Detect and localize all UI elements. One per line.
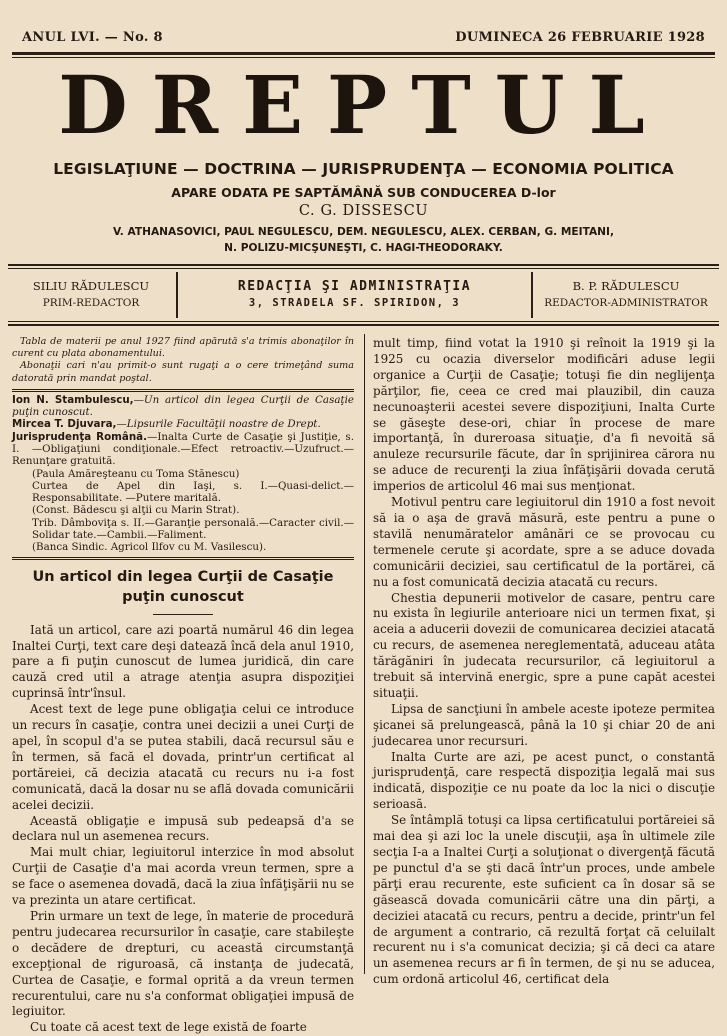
notice-line-2: Abonaţii cari n'au primit-o sunt rugaţi a o cere trimeţând suma datorată prin mandat poştal.: [12, 360, 354, 384]
director-name: C. G. DISSESCU: [298, 203, 429, 219]
table-of-contents: [12, 394, 354, 554]
box-rule-bottom: [8, 324, 719, 326]
left-column: [12, 336, 354, 1036]
toc-text: —Lipsurile Facultăţii noastre de Drept.: [116, 418, 321, 431]
prim-redactor-role: PRIM-REDACTOR: [42, 297, 140, 309]
box-divider-right: [531, 272, 533, 318]
toc-item: Curtea de Apel din Iaşi, s. I.—Quasi-delict.—Responsabilitate. —Putere maritală.: [32, 479, 354, 505]
collaborators-line-1: V. ATHANASOVICI, PAUL NEGULESCU, DEM. NEGULESCU, ALEX. CERBAN, G. MEITANI,: [112, 226, 615, 238]
toc-item: (Banca Sindic. Agricol Ilfov cu M. Vasilescu).: [32, 541, 267, 554]
issue-number: ANUL LVI. — No. 8: [22, 30, 163, 45]
toc-author: Jurisprudenţa Română.: [12, 430, 148, 443]
article-paragraph: Se întâmplă totuşi ca lipsa certificatului portăreiei să mai dea şi azi loc la unele discuţii, aşa în ultimele zile secţia I-a a Inaltei Curţi a soluţionat o divergenţă făcută pe punctul d'a se şti dacă într'un proces, unde ambele părţi erau recurente, este suficient ca în dosar să se găsească dovada comunicării către una din părţi, a deciziei atacată cu recurs, pentru a decide, printr'un fel de argument a contrario, că rezultă forţat că celuilalt recurent nu i s'a comunicat decizia; şi că deci ca atare un asemenea recurs ar fi în termen, de şi nu se aducea, cum ordonă articolul 46, certificat dela: [373, 813, 715, 987]
article-paragraph: Motivul pentru care legiuitorul din 1910 a fost nevoit să ia o aşa de gravă măsură, este pentru a pune o stavilă nenumăratelor amânări ce se provocau cu termenele cerute şi acordate, spre a se aduce dovada comunicării deciziei, sau certificatul de la portărei, că nu a fost comunicată decizia atacată cu recurs.: [373, 495, 715, 589]
administrator-role: REDACTOR-ADMINISTRATOR: [544, 297, 708, 309]
toc-item: Trib. Dâmboviţa s. II.—Garanţie personală.—Caracter civil.— Solidar tate.—Cambii.—Faliment.: [32, 516, 354, 542]
column-divider: [364, 334, 365, 974]
toc-item: [12, 431, 354, 468]
administrator-name: B. P. RĂDULESCU: [572, 279, 680, 293]
article-paragraph: mult timp, fiind votat la 1910 şi reînoit la 1919 şi la 1925 cu ocazia diverselor modificări aduse legii organice a Curţii de Casaţie; totuşi fie din neglijenţa părţilor, fie, ceea ce cred mai plauzibil, din cauza necunoaşterii acestei severe dispoziţiuni, Inalta Curte se găseşte dese-ori, chiar în procese de mare importanţă, în dureroasa situaţie, d'a fi nevoită să anuleze recursurile făcute, dar în sprijinirea cărora nu se aduce de recurenţi la ziua înfăţişării dovada cerută imperios de articolul 46 mai sus menţionat.: [373, 336, 715, 494]
box-divider-left: [176, 272, 178, 318]
article-paragraph: Mai mult chiar, legiuitorul interzice în mod absolut Curţii de Casaţie d'a mai acorda vreun termen, spre a se face o asemenea dovadă, dacă la ziua înfăţişării nu se va prezinta un atare certificat.: [12, 845, 354, 908]
right-column: [373, 336, 715, 988]
prim-redactor-name: SILIU RĂDULESCU: [32, 279, 150, 293]
article-paragraph: Acest text de lege pune obligaţia celui ce introduce un recurs în casaţie, contra unei decizii a unei Curţi de apel, în scopul d'a se putea stabili, dacă recursul său e în termen, să facă el dovada, printr'un certificat al portăreiei, că decizia atacată cu recurs nu i-a fost comunicată, dacă la dosar nu se află dovada comunicării acelei decizii.: [12, 702, 354, 812]
administration-title: REDACŢIA ŞI ADMINISTRAŢIA: [237, 279, 472, 294]
toc-text: —Inalta Curte de Casaţie şi Justiţie, s. I. —Obligaţiuni condiţionale.—Efect retroactiv.—Uzufruct.—Renunţare gratuită.: [12, 430, 354, 468]
notice-line-1: Tabla de materii pe anul 1927 fiind apărută s'a trimis abonaţilor în curent cu plata abonamentului.: [12, 336, 354, 360]
collaborators-line-2: N. POLIZU-MICŞUNEŞTI, C. HAGI-THEODORAKY.: [224, 242, 503, 254]
box-rule-top-thin: [8, 268, 719, 269]
box-rule-top: [8, 264, 719, 266]
box-rule-bottom-thin: [8, 321, 719, 322]
issue-date: DUMINECA 26 FEBRUARIE 1928: [455, 30, 705, 45]
toc-author: Ion N. Stambulescu,: [12, 393, 134, 406]
article-paragraph: Lipsa de sancţiuni în ambele aceste ipoteze permitea şicanei să prelungească, până la 10 şi chiar 20 de ani judecarea unor recursuri.: [373, 701, 715, 748]
toc-item: [12, 418, 354, 430]
administrator-block: [535, 278, 717, 314]
article-paragraph: Inalta Curte are azi, pe acest punct, o constantă jurisprudenţă, care respectă dispoziţia legală mai sus indicată, dispoziţie ce nu poate da loc la nici o discuţie serioasă.: [373, 749, 715, 812]
article-paragraph: Prin urmare un text de lege, în materie de procedură pentru judecarea recursurilor în casaţie, care stabileşte o decădere de drepturi, cu această circumstanţă excepţional de riguroasă, că instanţa de judecată, Curtea de Casaţie, e formal oprită a da vreun termen recurentului, care nu s'a conformat obligaţiei impusă de legiuitor.: [12, 908, 354, 1019]
top-rule: [12, 52, 715, 55]
article-paragraph: Chestia depunerii motivelor de casare, pentru care nu exista în legiurile anterioare nici un termen fixat, şi aceia a aducerii dovezii de comunicarea deciziei atacată cu recurs, de asemenea nereglementată, aduceau atâta tărăgăniri în judecata recursurilor, că legiuitorul a trebuit să intervină energic, spre a pune capăt acestei situaţii.: [373, 590, 715, 700]
prim-redactor-block: [8, 278, 174, 314]
toc-item: (Paula Amăreşteanu cu Toma Stănescu): [32, 467, 240, 480]
subscription-notice: [12, 336, 354, 385]
article-paragraph: Această obligaţie e impusă sub pedeapsă d'a se declara nul un asemenea recurs.: [12, 813, 354, 844]
masthead-title: DREPTUL: [58, 58, 669, 152]
masthead-subtitle: LEGISLAŢIUNE — DOCTRINA — JURISPRUDENŢA — ECONOMIA POLITICA: [53, 160, 674, 178]
toc-text: —Un articol din legea Curţii de Casaţie puţin cunoscut.: [12, 393, 355, 419]
article-title: Un articol din legea Curţii de Casaţie puţin cunoscut: [32, 568, 334, 605]
administration-address: 3, STRADELA SF. SPIRIDON, 3: [248, 297, 461, 309]
toc-author: Mircea T. Djuvara,: [12, 418, 117, 431]
publication-note: APARE ODATA PE SAPTĂMÂNĂ SUB CONDUCEREA D-lor: [171, 185, 556, 200]
article-paragraph: Cu toate că acest text de lege există de foarte: [30, 1020, 307, 1035]
article-paragraph: Iată un articol, care azi poartă numărul 46 din legea Inaltei Curţi, text care deşi datează încă dela anul 1910, pare a fi puţin cunoscut de lumea juridică, din care cauză cred util a atrage atenţia asupra dispoziţiei cuprinsă într'însul.: [12, 622, 354, 701]
administration-block: [180, 278, 529, 314]
toc-item: [12, 394, 354, 419]
toc-item: (Const. Bădescu şi alţii cu Marin Strat).: [32, 504, 240, 517]
title-rule: [153, 614, 213, 615]
